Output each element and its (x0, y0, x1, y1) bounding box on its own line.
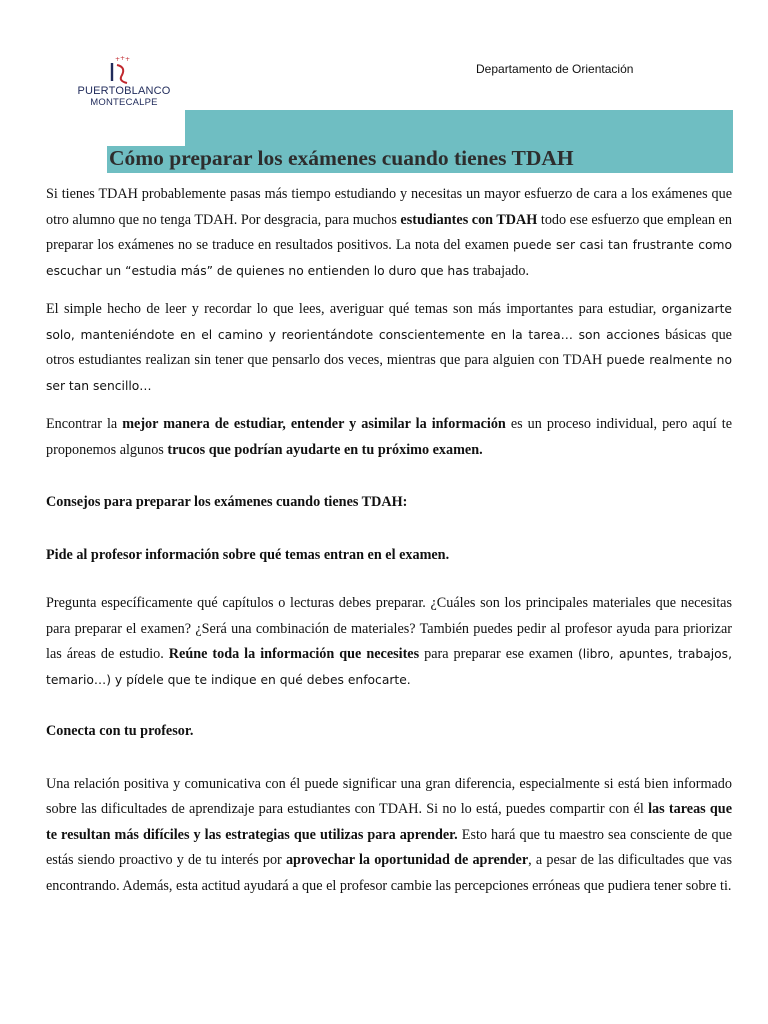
paragraph-difficulties (46, 297, 732, 399)
paragraph-text: para preparar ese examen (419, 646, 578, 662)
paragraph-text: todo ese esfuerzo que emplean en preparar los exámenes no se traduce en resultados positivos. La nota del examen (46, 211, 732, 253)
paragraph-text: básicas que otros estudiantes realizan sin tener que pensarlo dos veces, mientras que para alguien con TDAH (46, 326, 732, 368)
paragraph-intro (46, 182, 732, 284)
svg-text:+: + (120, 55, 126, 62)
bold-phrase: Reúne toda la información que necesites (168, 646, 420, 662)
bold-phrase: las tareas que te resultan más difíciles y las estrategias que utilizas para aprender. (46, 801, 732, 843)
bold-phrase: aprovechar la oportunidad de aprender (285, 852, 529, 868)
paragraph-text: puede realmente no ser tan sencillo… (46, 353, 733, 393)
paragraph-text: Si tienes TDAH probablemente pasas más tiempo estudiando y necesitas un mayor esfuerzo de cara a los exámenes que otro alumno que no tenga TDAH. Por desgracia, para muchos (46, 186, 732, 228)
department-label: Departamento de Orientación (476, 62, 634, 76)
section-heading-ask-teacher: Pide al profesor información sobre qué temas entran en el examen. (46, 546, 450, 563)
paragraph-text: (libro, apuntes, trabajos, temario…) y pídele que te indique en qué debes enfocarte. (46, 647, 732, 687)
paragraph-text: organizarte solo, manteniéndote en el camino y reorientándote conscientemente en la tarea… son acciones (46, 302, 732, 342)
paragraph-text: trabajado. (469, 262, 530, 279)
page-title: Cómo preparar los exámenes cuando tienes TDAH (109, 146, 574, 170)
paragraph-text: El simple hecho de leer y recordar lo que lees, averiguar qué temas son más importantes para estudiar, (46, 301, 662, 317)
paragraph-ask-teacher (46, 591, 732, 693)
paragraph-text: Una relación positiva y comunicativa con él puede significar una gran diferencia, especialmente si está bien informado sobre las dificultades de aprendizaje para estudiantes con TDAH. Si no lo está, puedes compartir con él (46, 775, 732, 817)
logo-name-line2: MONTECALPE (90, 97, 158, 108)
school-logo (74, 55, 174, 110)
section-heading-tips: Consejos para preparar los exámenes cuando tienes TDAH: (46, 494, 408, 510)
logo-emblem-icon (106, 55, 136, 85)
logo-name-line1: PUERTOBLANCO (77, 85, 171, 97)
document-body (46, 182, 732, 899)
paragraph-text: Esto hará que tu maestro sea consciente de que estás siendo proactivo y de tu interés por (46, 826, 732, 868)
paragraph-text: , a pesar de las dificultades que vas encontrando. Además, esta actitud ayudará a que el profesor cambie las percepciones erróneas que pudiera tener sobre ti. (46, 852, 732, 894)
paragraph-text: Pregunta específicamente qué capítulos o lecturas debes preparar. ¿Cuáles son los principales materiales que necesitas para preparar el examen? ¿Será una combinación de materiales? También puedes pedir al profesor ayuda para priorizar las áreas de estudio. (46, 595, 732, 662)
bold-phrase: mejor manera de estudiar, entender y asimilar la información (122, 416, 506, 432)
svg-text:+: + (115, 56, 121, 63)
paragraph-approach (46, 412, 732, 463)
svg-text:+: + (125, 56, 131, 63)
bold-phrase: trucos que podrían ayudarte en tu próximo examen. (167, 441, 483, 458)
section-heading-connect: Conecta con tu profesor. (46, 723, 194, 739)
paragraph-text: puede ser casi tan frustrante como escuchar un “estudia más” de quienes no entienden lo duro que has (46, 238, 732, 278)
paragraph-connect (46, 772, 732, 900)
paragraph-text: es un proceso individual, pero aquí te proponemos algunos (46, 416, 732, 458)
paragraph-text: Encontrar la (46, 416, 123, 432)
bold-phrase: estudiantes con TDAH (400, 211, 538, 228)
